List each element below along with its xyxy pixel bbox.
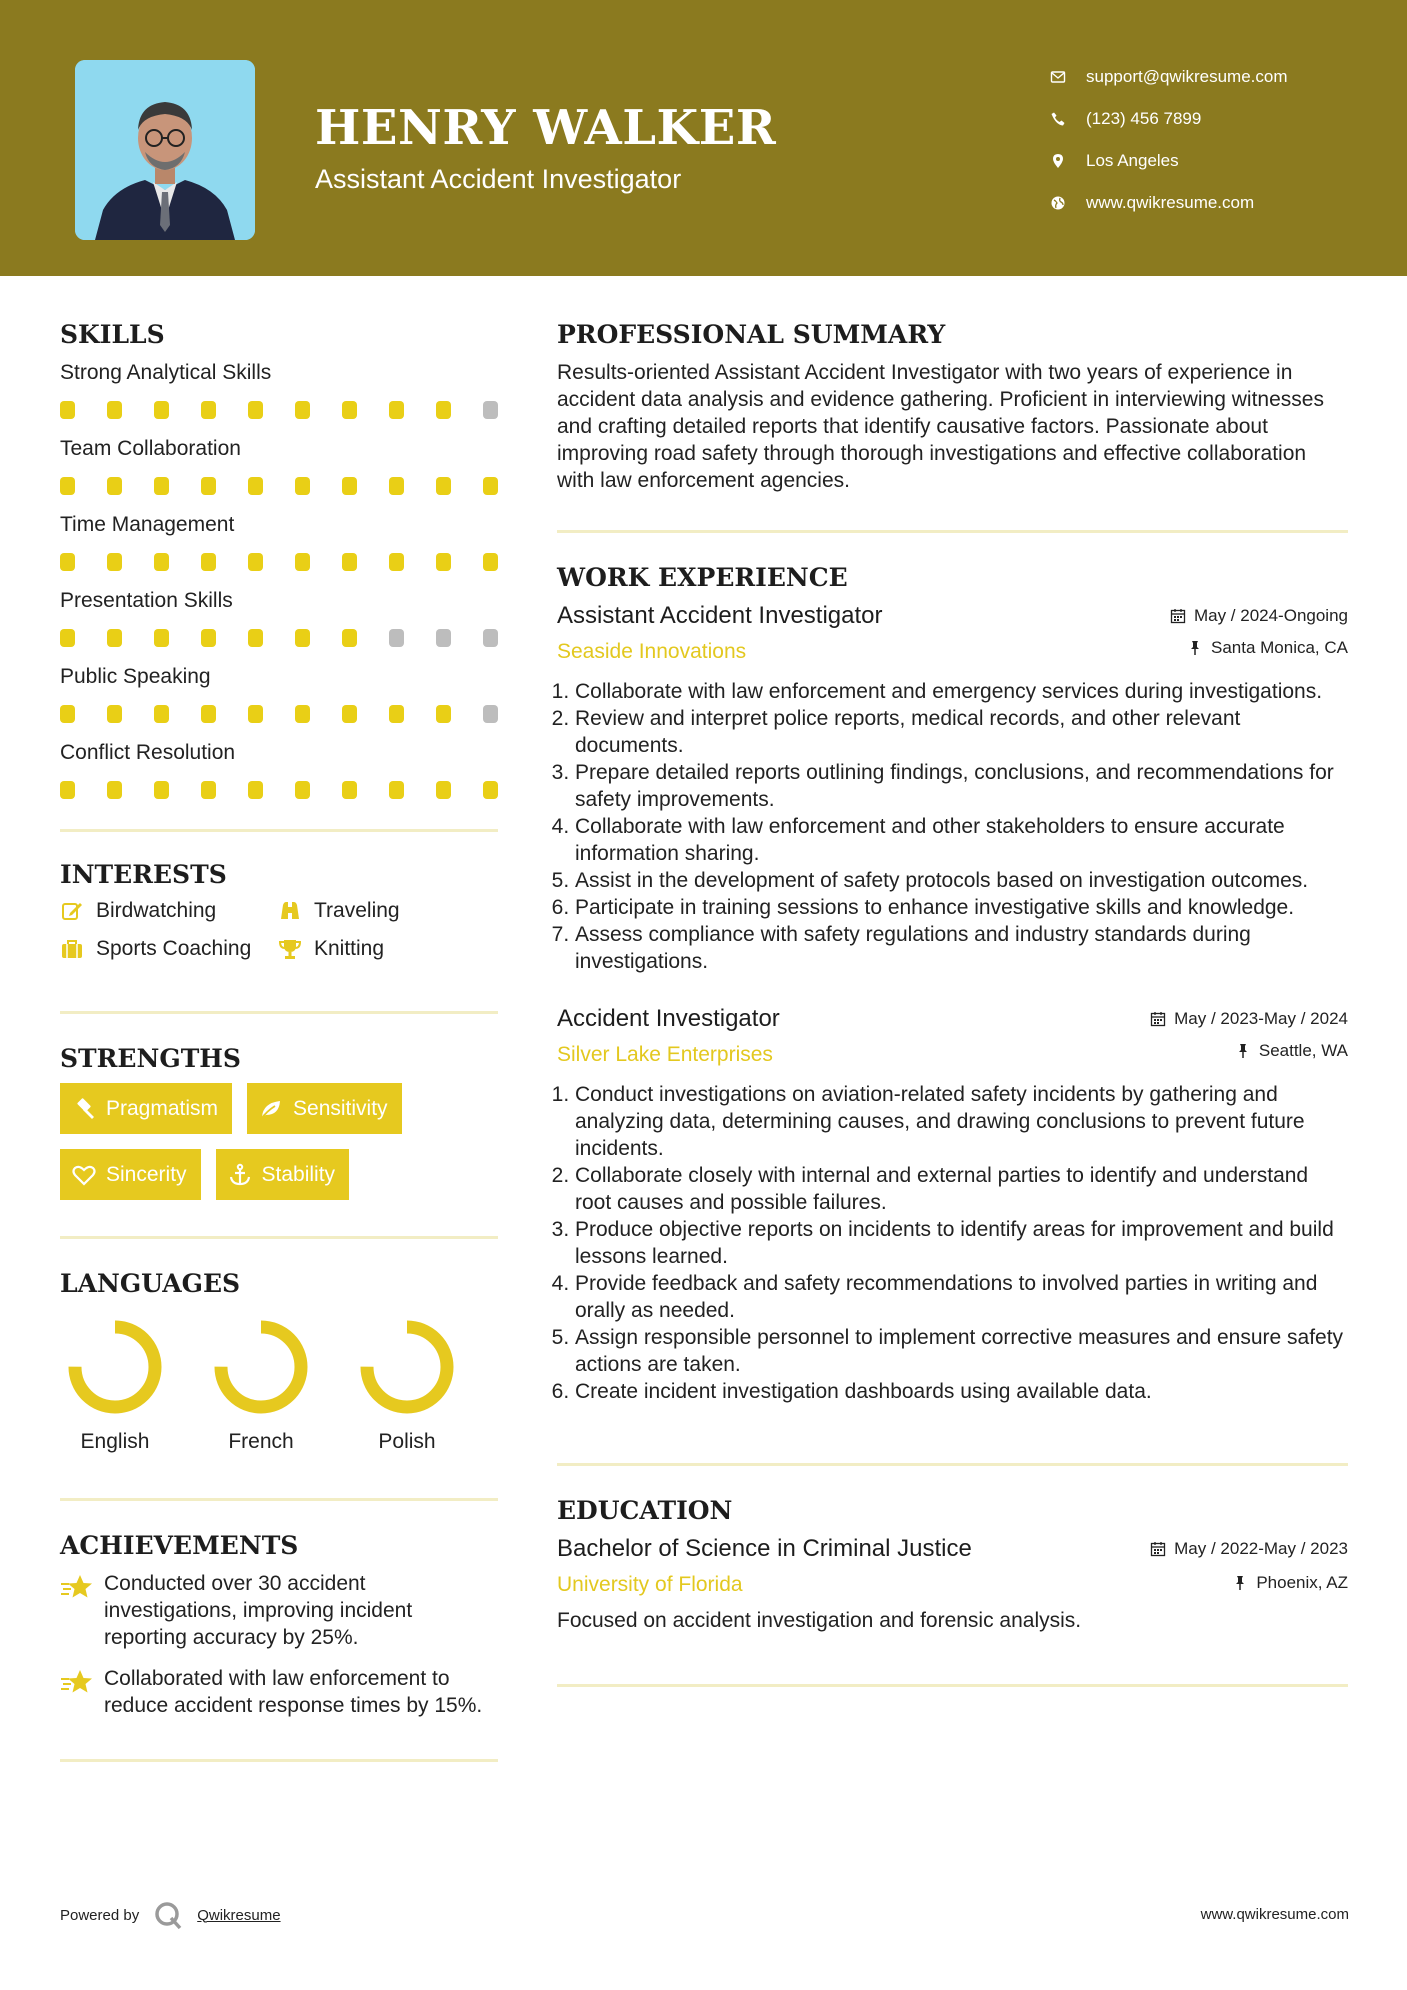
skill-dot: [389, 477, 404, 495]
job-bullet: 4. Collaborate with law enforcement and other stakeholders to ensure accurate information sharing.: [575, 813, 1348, 867]
job-bullet: 5. Assign responsible personnel to implement corrective measures and ensure safety actions are taken.: [575, 1324, 1348, 1378]
education-header: [557, 1535, 1348, 1597]
skill-dot: [154, 401, 169, 419]
skill-dot: [436, 477, 451, 495]
skill-dot: [248, 401, 263, 419]
job-bullet: 5. Assist in the development of safety protocols based on investigation outcomes.: [575, 867, 1348, 894]
job-entry: [557, 1005, 1348, 1405]
divider: [60, 1498, 498, 1501]
skill-rating: [60, 477, 498, 495]
candidate-title: Assistant Accident Investigator: [315, 164, 682, 194]
language-ring: [212, 1318, 310, 1416]
section-title-summary: PROFESSIONAL SUMMARY: [557, 320, 946, 349]
strength-tag: [247, 1083, 402, 1134]
interest-item: [278, 899, 498, 923]
language-item: [66, 1318, 164, 1454]
pushpin-icon: [1235, 1043, 1251, 1059]
section-title-experience: WORK EXPERIENCE: [557, 563, 848, 592]
contact-email-text: support@qwikresume.com: [1086, 67, 1288, 86]
skill-dot: [483, 553, 498, 571]
skill-dot: [154, 781, 169, 799]
section-title-education: EDUCATION: [557, 1496, 733, 1525]
footer-powered-by: [60, 1900, 281, 1930]
divider: [557, 1684, 1348, 1687]
qwikresume-link[interactable]: Qwikresume: [197, 1906, 281, 1924]
qwikresume-logo-icon: [153, 1900, 183, 1930]
skill-dot: [295, 477, 310, 495]
job-location: [1170, 638, 1348, 658]
candidate-name: HENRY WALKER: [315, 100, 777, 156]
interest-label: Traveling: [314, 899, 400, 922]
resume-header: [0, 0, 1407, 276]
skill-dot: [107, 705, 122, 723]
skill-rating: [60, 705, 498, 723]
job-location-text: Santa Monica, CA: [1210, 638, 1348, 657]
section-title-skills: SKILLS: [60, 320, 165, 349]
skill-name: Team Collaboration: [60, 437, 241, 460]
achievement-text: Collaborated with law enforcement to reduce accident response times by 15%.: [104, 1667, 483, 1717]
job-location: [1150, 1041, 1348, 1061]
education-location: [1150, 1573, 1348, 1593]
achievement-item: [60, 1665, 498, 1719]
strength-tag: [216, 1149, 350, 1200]
skill-rating: [60, 629, 498, 647]
skills-list: [60, 359, 498, 799]
skill-name: Conflict Resolution: [60, 741, 236, 764]
language-level-arc: [75, 1327, 155, 1407]
job-location-text: Seattle, WA: [1258, 1041, 1348, 1060]
skill-dot: [201, 477, 216, 495]
skill-dot: [107, 781, 122, 799]
job-company: Seaside Innovations: [557, 640, 747, 663]
job-date-text: May / 2023-May / 2024: [1174, 1009, 1348, 1028]
skill-dot: [60, 401, 75, 419]
language-ring: [66, 1318, 164, 1416]
skill-dot: [436, 401, 451, 419]
section-title-achievements: ACHIEVEMENTS: [60, 1531, 299, 1560]
skill-dot: [483, 705, 498, 723]
skill-dot: [342, 705, 357, 723]
education-date-text: May / 2022-May / 2023: [1174, 1539, 1348, 1558]
strength-label: Sensitivity: [293, 1096, 388, 1120]
skill-dot: [342, 629, 357, 647]
skill-dot: [248, 477, 263, 495]
skill-dot: [60, 705, 75, 723]
achievement-text: Conducted over 30 accident investigations, improving incident reporting accuracy by 25%.: [104, 1572, 413, 1649]
contact-website-text: www.qwikresume.com: [1086, 193, 1255, 212]
language-name: Polish: [378, 1430, 436, 1453]
skill-dot: [201, 705, 216, 723]
skill-dot: [248, 553, 263, 571]
globe-icon: [1050, 195, 1086, 211]
skill-dot: [107, 477, 122, 495]
envelope-icon: [1050, 69, 1086, 85]
skill-dot: [342, 553, 357, 571]
job-bullets: [557, 1081, 1348, 1405]
contact-location-text: Los Angeles: [1086, 151, 1179, 170]
strength-tag: [60, 1149, 201, 1200]
job-header: [557, 602, 1348, 664]
language-name: French: [228, 1430, 294, 1453]
language-ring: [358, 1318, 456, 1416]
profile-photo: [75, 60, 255, 240]
divider: [60, 1759, 498, 1762]
skill-dot: [60, 629, 75, 647]
leaf-icon: [259, 1097, 283, 1121]
left-column: [60, 320, 498, 1762]
contact-list: [1050, 56, 1380, 224]
job-bullet: 7. Assess compliance with safety regulations and industry standards during investigations.: [575, 921, 1348, 975]
skill-dot: [201, 781, 216, 799]
right-column: [557, 320, 1348, 1687]
skill-dot: [60, 477, 75, 495]
interests-list: [60, 899, 498, 961]
skill-dot: [248, 781, 263, 799]
contact-location: [1050, 140, 1380, 182]
skill-dot: [436, 629, 451, 647]
skill-dot: [295, 629, 310, 647]
summary-section: [557, 320, 1348, 494]
gavel-icon: [72, 1097, 96, 1121]
skill-name: Time Management: [60, 513, 235, 536]
skill-dot: [295, 401, 310, 419]
divider: [60, 1236, 498, 1239]
skill-dot: [60, 781, 75, 799]
skill-dot: [107, 401, 122, 419]
interest-item: [60, 899, 278, 923]
job-title: Accident Investigator: [557, 1005, 780, 1032]
achievement-item: [60, 1570, 498, 1651]
divider: [60, 829, 498, 832]
skill-dot: [201, 401, 216, 419]
job-bullet: 3. Produce objective reports on incidents to identify areas for improvement and build lessons learned.: [575, 1216, 1348, 1270]
star-icon: [60, 1667, 94, 1697]
summary-text: Results-oriented Assistant Accident Investigator with two years of experience in accident data analysis and evidence gathering. Proficient in interviewing witnesses and crafting detailed reports that identify causative factors. Passionate about improving road safety through thorough investigations and effective collaboration with law enforcement agencies.: [557, 361, 1324, 492]
language-name: English: [80, 1430, 150, 1453]
skill-dot: [154, 477, 169, 495]
strength-label: Pragmatism: [106, 1096, 219, 1120]
phone-icon: [1050, 111, 1086, 127]
skills-section: [60, 320, 498, 799]
job-bullet: 6. Participate in training sessions to enhance investigative skills and knowledge.: [575, 894, 1348, 921]
skill-dot: [389, 705, 404, 723]
calendar-icon: [1150, 1541, 1166, 1557]
skill-dot: [295, 781, 310, 799]
interest-label: Knitting: [314, 937, 385, 960]
strengths-section: [60, 1044, 498, 1200]
briefcase-icon: [60, 937, 84, 961]
job-bullets: [557, 678, 1348, 975]
skill-dot: [107, 553, 122, 571]
interest-label: Birdwatching: [96, 899, 217, 922]
job-bullet: 3. Prepare detailed reports outlining findings, conclusions, and recommendations for safety improvements.: [575, 759, 1348, 813]
strengths-list: [60, 1083, 498, 1200]
skill-dot: [201, 629, 216, 647]
skill-dot: [483, 629, 498, 647]
contact-phone-text: (123) 456 7899: [1086, 109, 1202, 128]
skill-dot: [248, 705, 263, 723]
skill-dot: [154, 705, 169, 723]
skill-dot: [342, 781, 357, 799]
job-bullet: 6. Create incident investigation dashboards using available data.: [575, 1378, 1348, 1405]
job-date: [1150, 1009, 1348, 1029]
map-pin-icon: [1050, 153, 1086, 169]
job-title: Assistant Accident Investigator: [557, 602, 883, 629]
skill-dot: [107, 629, 122, 647]
star-icon: [60, 1572, 94, 1602]
job-company: Silver Lake Enterprises: [557, 1043, 773, 1066]
education-section: [557, 1496, 1348, 1634]
skill-dot: [436, 553, 451, 571]
binoculars-icon: [278, 899, 302, 923]
section-title-languages: LANGUAGES: [60, 1269, 241, 1298]
job-bullet: 2. Review and interpret police reports, medical records, and other relevant documents.: [575, 705, 1348, 759]
strength-tag: [60, 1083, 232, 1134]
strength-label: Stability: [261, 1162, 336, 1186]
contact-website[interactable]: [1050, 182, 1380, 224]
divider: [60, 1011, 498, 1014]
achievements-section: [60, 1531, 498, 1719]
education-date: [1150, 1539, 1348, 1559]
heart-icon: [72, 1163, 96, 1187]
interest-label: Sports Coaching: [96, 937, 252, 960]
experience-section: [557, 563, 1348, 1405]
skill-dot: [60, 553, 75, 571]
language-level-arc: [221, 1327, 301, 1407]
pushpin-icon: [1232, 1575, 1248, 1591]
skill-rating: [60, 781, 498, 799]
divider: [557, 530, 1348, 533]
skill-dot: [154, 629, 169, 647]
section-title-strengths: STRENGTHS: [60, 1044, 241, 1073]
job-header: [557, 1005, 1348, 1067]
skill-dot: [483, 781, 498, 799]
skill-dot: [389, 781, 404, 799]
skill-dot: [483, 401, 498, 419]
skill-name: Strong Analytical Skills: [60, 361, 272, 384]
skill-dot: [342, 401, 357, 419]
interests-section: [60, 860, 498, 961]
skill-dot: [295, 553, 310, 571]
education-location-text: Phoenix, AZ: [1256, 1573, 1348, 1592]
job-bullet: 2. Collaborate closely with internal and external parties to identify and understand root causes and possible failures.: [575, 1162, 1348, 1216]
job-date-text: May / 2024-Ongoing: [1193, 606, 1348, 625]
skill-dot: [201, 553, 216, 571]
skill-name: Public Speaking: [60, 665, 211, 688]
skill-name: Presentation Skills: [60, 589, 233, 612]
footer-website[interactable]: www.qwikresume.com: [1200, 1906, 1349, 1923]
trophy-icon: [278, 937, 302, 961]
skill-dot: [389, 629, 404, 647]
language-level-arc: [367, 1327, 447, 1407]
skill-rating: [60, 553, 498, 571]
job-bullet: 1. Conduct investigations on aviation-related safety incidents by gathering and analyzing data, determining causes, and drawing conclusions to prevent future incidents.: [575, 1081, 1348, 1162]
skill-dot: [483, 477, 498, 495]
contact-phone[interactable]: [1050, 98, 1380, 140]
language-item: [358, 1318, 456, 1454]
skill-dot: [295, 705, 310, 723]
languages-section: [60, 1269, 498, 1454]
pencil-icon: [60, 899, 84, 923]
interest-item: [278, 937, 498, 961]
job-bullet: 4. Provide feedback and safety recommendations to involved parties in writing and orally as needed.: [575, 1270, 1348, 1324]
education-description: Focused on accident investigation and forensic analysis.: [557, 1609, 1082, 1632]
powered-by-text: Powered by: [60, 1906, 140, 1924]
job-date: [1170, 606, 1348, 626]
interest-item: [60, 937, 278, 961]
job-entry: [557, 602, 1348, 975]
calendar-icon: [1170, 608, 1186, 624]
skill-dot: [248, 629, 263, 647]
skill-dot: [342, 477, 357, 495]
job-bullet: 1. Collaborate with law enforcement and emergency services during investigations.: [575, 678, 1348, 705]
contact-email[interactable]: [1050, 56, 1380, 98]
skill-dot: [389, 553, 404, 571]
languages-list: [60, 1318, 498, 1454]
divider: [557, 1463, 1348, 1466]
school-name: University of Florida: [557, 1573, 743, 1596]
skill-dot: [154, 553, 169, 571]
language-item: [212, 1318, 310, 1454]
strength-label: Sincerity: [106, 1162, 187, 1186]
skill-dot: [436, 781, 451, 799]
anchor-icon: [228, 1163, 252, 1187]
skill-rating: [60, 401, 498, 419]
pushpin-icon: [1187, 640, 1203, 656]
calendar-icon: [1150, 1011, 1166, 1027]
degree-title: Bachelor of Science in Criminal Justice: [557, 1535, 972, 1562]
section-title-interests: INTERESTS: [60, 860, 227, 889]
skill-dot: [389, 401, 404, 419]
skill-dot: [436, 705, 451, 723]
